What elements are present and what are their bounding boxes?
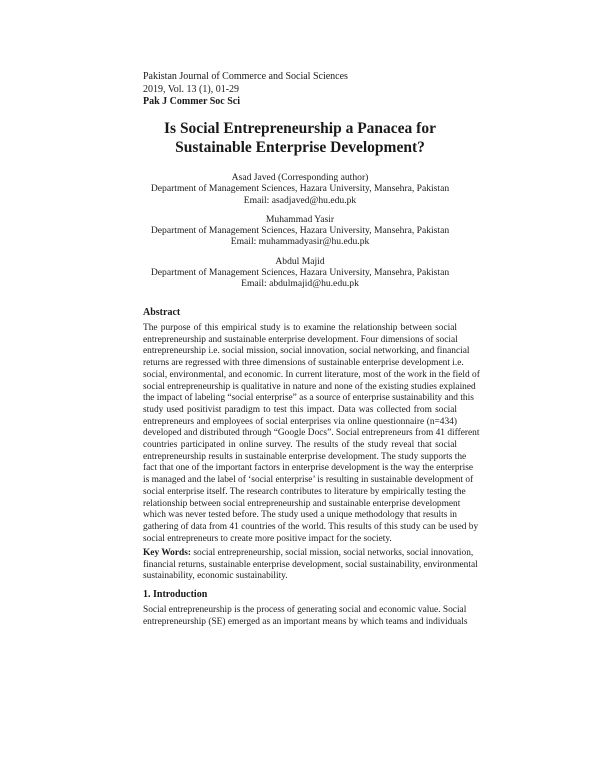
abstract-line: social entrepreneurs to create more positive impact for the society. xyxy=(143,533,392,544)
author-name: Abdul Majid xyxy=(275,255,325,267)
abstract-body xyxy=(143,323,480,545)
keywords-line-1 xyxy=(143,548,474,560)
abstract-line: study used positivist paradigm to test this impact. Data was collected from social xyxy=(143,404,457,415)
abstract-line: gathering of data from 41 countries of the world. This results of this study can be used by xyxy=(143,521,479,532)
author-name: Muhammad Yasir xyxy=(265,213,335,225)
abstract-line: which was never tested before. The study used a unique methodology that results in xyxy=(143,510,457,521)
abstract-line: fact that one of the important factors in enterprise development is the way the enterprise xyxy=(143,463,474,474)
abstract-line: the impact of labeling “social enterprise” as a source of enterprise sustainability and this xyxy=(143,393,474,404)
abstract-line: entrepreneurship results in sustainable enterprise development. The study supports the xyxy=(143,451,467,462)
author-email: Email: abdulmajid@hu.edu.pk xyxy=(241,278,359,290)
introduction-line: Social entrepreneurship is the process of generating social and economic value. Social xyxy=(143,605,467,615)
keywords-line-3: sustainability, economic sustainability. xyxy=(143,571,288,582)
abstract-line: countries participated in online survey. The results of the study reveal that social xyxy=(143,440,457,451)
journal-abbreviation: Pak J Commer Soc Sci xyxy=(143,96,241,107)
author-list xyxy=(100,172,500,298)
paper-title-line-1: Is Social Entrepreneurship a Panacea for xyxy=(164,120,436,137)
author-block-1 xyxy=(100,172,500,206)
author-name: Asad Javed (Corresponding author) xyxy=(231,172,369,183)
abstract-line: entrepreneurs and employees of social enterprises via online questionnaire (n=434) xyxy=(143,416,457,427)
abstract-line: social enterprise itself. The research contributes to literature by empirically testing the xyxy=(143,486,466,497)
introduction-body xyxy=(143,605,468,628)
author-block-3 xyxy=(100,256,500,290)
journal-volume: 2019, Vol. 13 (1), 01-29 xyxy=(143,83,240,95)
author-email: Email: asadjaved@hu.edu.pk xyxy=(243,194,357,206)
abstract-line: social entrepreneurship is qualitative in nature and none of the existing studies explained xyxy=(143,381,476,392)
keywords-label: Key Words: xyxy=(143,548,192,558)
keywords-text: social entrepreneurship, social mission, social networks, social innovation, xyxy=(193,548,474,558)
author-affiliation: Department of Management Sciences, Hazara University, Mansehra, Pakistan xyxy=(150,183,450,195)
abstract-line: is managed and the label of ‘social enterprise’ is resulting in sustainable development of xyxy=(143,475,474,486)
journal-name: Pakistan Journal of Commerce and Social Sciences xyxy=(143,71,348,82)
abstract-line: entrepreneurship and sustainable enterprise development. Four dimensions of social xyxy=(143,334,458,345)
author-email: Email: muhammadyasir@hu.edu.pk xyxy=(230,236,370,248)
introduction-heading: 1. Introduction xyxy=(143,589,208,600)
abstract-line: social, environmental, and economic. In current literature, most of the work in the field of xyxy=(143,369,480,380)
author-affiliation: Department of Management Sciences, Hazara University, Mansehra, Pakistan xyxy=(150,225,450,237)
abstract-line: relationship between social entrepreneurship and sustainable enterprise development xyxy=(143,498,461,509)
abstract-line: entrepreneurship i.e. social mission, social innovation, social networking, and financial xyxy=(143,346,470,357)
journal-header xyxy=(143,71,348,109)
paper-title-line-2: Sustainable Enterprise Development? xyxy=(175,139,425,156)
author-affiliation: Department of Management Sciences, Hazara University, Mansehra, Pakistan xyxy=(150,267,450,279)
abstract-line: returns are regressed with three dimensions of sustainable enterprise development i.e. xyxy=(143,358,464,369)
abstract-line: The purpose of this empirical study is to examine the relationship between social xyxy=(143,323,457,333)
keywords xyxy=(143,548,478,583)
abstract-line: developed and distributed through “Google Docs”. Social entrepreneurs from 41 different xyxy=(143,428,480,439)
keywords-line-2: financial returns, sustainable enterprise development, social sustainability, environmental xyxy=(143,559,478,570)
paper-title xyxy=(100,119,500,157)
author-block-2 xyxy=(100,214,500,248)
introduction-line: entrepreneurship (SE) emerged as an important means by which teams and individuals xyxy=(143,616,468,627)
abstract-heading: Abstract xyxy=(143,307,181,318)
